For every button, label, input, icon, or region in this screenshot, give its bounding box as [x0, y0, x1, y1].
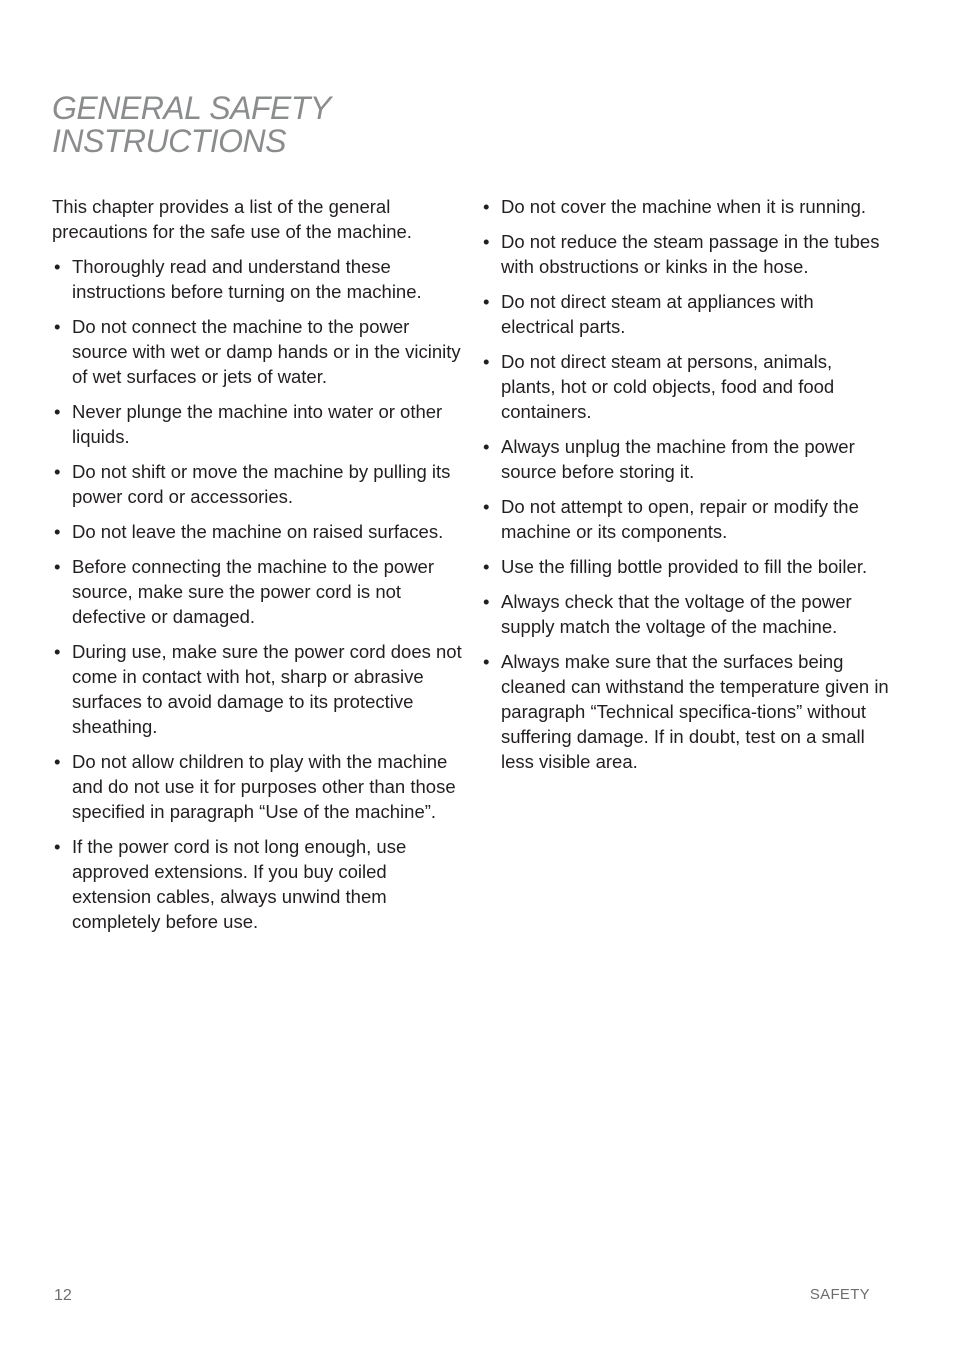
- left-column: [52, 194, 462, 944]
- list-item-text: Before connecting the machine to the power source, make sure the power cord is not defective or damaged.: [72, 556, 435, 627]
- list-item: [481, 194, 891, 219]
- bullet-icon: •: [54, 256, 61, 277]
- right-safety-list: [481, 194, 891, 774]
- page-title-line-2: INSTRUCTIONS: [52, 123, 286, 159]
- list-item-text: Do not cover the machine when it is running.: [501, 196, 867, 217]
- intro-paragraph: This chapter provides a list of the general precautions for the safe use of the machine.: [52, 196, 412, 242]
- list-item-text: Use the filling bottle provided to fill the boiler.: [501, 556, 868, 577]
- list-item-text: Never plunge the machine into water or other liquids.: [72, 401, 443, 447]
- bullet-icon: •: [483, 556, 490, 577]
- list-item-text: If the power cord is not long enough, use approved extensions. If you buy coiled extension cables, always unwind them completely before use.: [72, 836, 407, 932]
- section-label: SAFETY: [809, 1286, 870, 1303]
- bullet-icon: •: [483, 591, 490, 612]
- list-item-text: Do not connect the machine to the power source with wet or damp hands or in the vicinity of wet surfaces or jets of water.: [72, 316, 461, 387]
- list-item-text: Do not leave the machine on raised surfaces.: [72, 521, 444, 542]
- list-item-text: Do not direct steam at persons, animals, plants, hot or cold objects, food and food containers.: [501, 351, 835, 422]
- list-item-text: Do not attempt to open, repair or modify the machine or its components.: [501, 496, 859, 542]
- list-item: [481, 349, 891, 424]
- list-item: [52, 399, 462, 449]
- list-item-text: Do not direct steam at appliances with electrical parts.: [501, 291, 814, 337]
- list-item-text: Thoroughly read and understand these instructions before turning on the machine.: [72, 256, 422, 302]
- list-item: [481, 554, 891, 579]
- list-item: [481, 289, 891, 339]
- bullet-icon: •: [483, 651, 490, 672]
- bullet-icon: •: [483, 291, 490, 312]
- list-item: [52, 254, 462, 304]
- bullet-icon: •: [54, 521, 61, 542]
- list-item: [52, 749, 462, 824]
- list-item-text: Always unplug the machine from the power source before storing it.: [501, 436, 855, 482]
- list-item: [52, 834, 462, 934]
- bullet-icon: •: [54, 751, 61, 772]
- list-item-text: During use, make sure the power cord does not come in contact with hot, sharp or abrasive surfaces to avoid damage to its protective sheathing.: [72, 641, 462, 737]
- list-item: [481, 649, 891, 774]
- list-item: [481, 229, 891, 279]
- list-item: [481, 494, 891, 544]
- list-item-text: Do not shift or move the machine by pulling its power cord or accessories.: [72, 461, 451, 507]
- bullet-icon: •: [54, 641, 61, 662]
- page-title-line-1: GENERAL SAFETY: [52, 90, 331, 126]
- bullet-icon: •: [54, 461, 61, 482]
- bullet-icon: •: [54, 401, 61, 422]
- list-item: [52, 519, 462, 544]
- bullet-icon: •: [54, 556, 61, 577]
- list-item: [481, 434, 891, 484]
- list-item: [52, 314, 462, 389]
- list-item-text: Do not reduce the steam passage in the tubes with obstructions or kinks in the hose.: [501, 231, 880, 277]
- right-column: [481, 194, 891, 784]
- bullet-icon: •: [483, 351, 490, 372]
- list-item: [52, 554, 462, 629]
- bullet-icon: •: [483, 196, 490, 217]
- bullet-icon: •: [54, 316, 61, 337]
- list-item-text: Always check that the voltage of the power supply match the voltage of the machine.: [501, 591, 852, 637]
- list-item-text: Always make sure that the surfaces being cleaned can withstand the temperature given in paragraph “Technical specifica-tions” without suffering damage. If in doubt, test on a small less visible area.: [501, 651, 889, 772]
- bullet-icon: •: [483, 436, 490, 457]
- left-safety-list: [52, 254, 462, 934]
- list-item: [52, 639, 462, 739]
- bullet-icon: •: [54, 836, 61, 857]
- page-number: 12: [54, 1287, 72, 1304]
- page-title: [52, 92, 331, 158]
- bullet-icon: •: [483, 231, 490, 252]
- list-item-text: Do not allow children to play with the machine and do not use it for purposes other than those specified in paragraph “Use of the machine”.: [72, 751, 456, 822]
- list-item: [481, 589, 891, 639]
- bullet-icon: •: [483, 496, 490, 517]
- list-item: [52, 459, 462, 509]
